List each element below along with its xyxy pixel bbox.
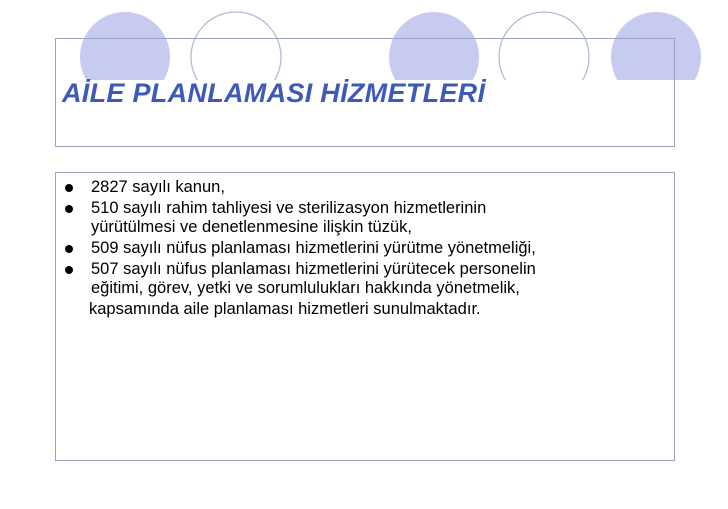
- bullet-icon: [65, 266, 73, 274]
- list-item-text: 2827 sayılı kanun,: [91, 178, 225, 196]
- list-item-text: 507 sayılı nüfus planlaması hizmetlerini yürütecek personelin: [91, 260, 536, 278]
- list-item: [65, 199, 680, 237]
- list-item-text: 510 sayılı rahim tahliyesi ve sterilizasyon hizmetlerinin: [91, 199, 487, 217]
- list-item-text-continued: yürütülmesi ve denetlenmesine ilişkin tüzük,: [91, 218, 412, 236]
- slide-title: AİLE PLANLAMASI HİZMETLERİ: [62, 78, 486, 108]
- list-item: [65, 260, 680, 298]
- list-item-text-continued: eğitimi, görev, yetki ve sorumlulukları hakkında yönetmelik,: [91, 279, 520, 297]
- list-item-text: 509 sayılı nüfus planlaması hizmetlerini yürütme yönetmeliği,: [91, 239, 536, 257]
- bullet-icon: [65, 245, 73, 253]
- list-item: [65, 239, 680, 258]
- bullet-icon: [65, 184, 73, 192]
- slide-content: [65, 178, 680, 319]
- list-item: [65, 178, 680, 197]
- bullet-icon: [65, 205, 73, 213]
- closing-text: kapsamında aile planlaması hizmetleri sunulmaktadır.: [89, 300, 481, 318]
